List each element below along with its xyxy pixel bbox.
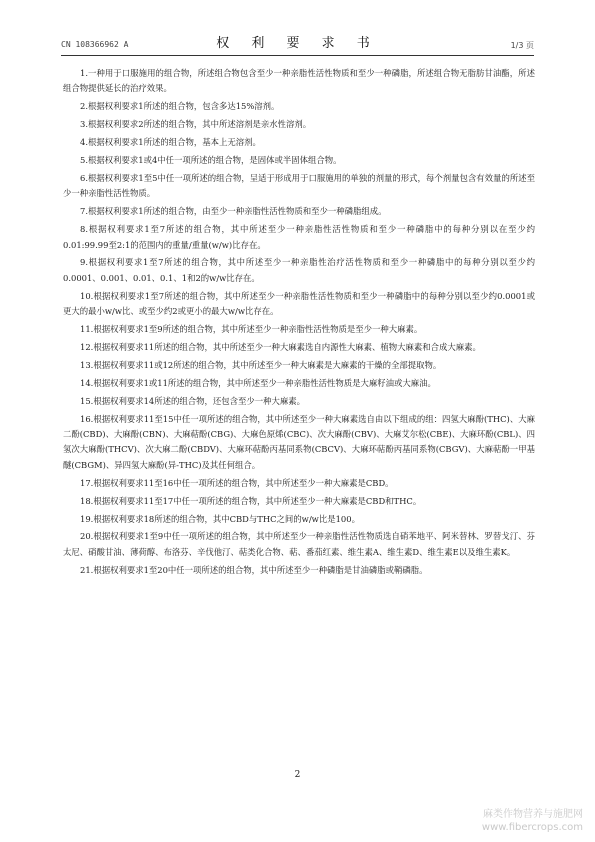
claim-18: 18.根据权利要求11至17中任一项所述的组合物，其中所述至少一种大麻素是CBD和THC。 [80,495,422,506]
claim-5: 5.根据权利要求1或4中任一项所述的组合物，是固体或半固体组合物。 [80,155,342,166]
claim-17: 17.根据权利要求11至16中任一项所述的组合物，其中所述至少一种大麻素是CBD。 [80,477,394,488]
page-header [61,30,534,56]
claim-2: 2.根据权利要求1所述的组合物，包含多达15%溶剂。 [80,101,280,112]
claim-7: 7.根据权利要求1所述的组合物，由至少一种亲脂性活性物质和至少一种磷脂组成。 [80,206,387,217]
claim-8: 8.根据权利要求1至7所述的组合物，其中所述至少一种亲脂性活性物质和至少一种磷脂中的每种分别以在至少约0.01:99.99至2:1的范围内的重量/重量(w/w)比存在。 [63,224,535,250]
claims-list [63,66,535,581]
claim-13: 13.根据权利要求11或12所述的组合物，其中所述至少一种大麻素是大麻素的干燥的全部提取物。 [80,359,442,370]
claim-11: 11.根据权利要求1至9所述的组合物，其中所述至少一种亲脂性活性物质是至少一种大麻素。 [80,324,423,335]
claim-3: 3.根据权利要求2所述的组合物，其中所述溶剂是亲水性溶剂。 [80,119,312,130]
claim-20: 20.根据权利要求1至9中任一项所述的组合物，其中所述至少一种亲脂性活性物质选自硝苯地平、阿米替林、罗替戈汀、芬太尼、硝酸甘油、薄荷醇、布洛芬、辛伐他汀、萜类化合物、萜、番茄红素、维生素A、维生素D、维生素E以及维生素K。 [63,531,535,557]
claim-19: 19.根据权利要求18所述的组合物，其中CBD与THC之间的w/w比是100。 [80,513,360,524]
claim-10: 10.根据权利要求1至7所述的组合物，其中所述至少一种亲脂性活性物质和至少一种磷脂中的每种分别以至少约0.0001或更大的最小w/w比、或至少约2或更小的最大w/w比存在。 [63,290,535,317]
claim-15: 15.根据权利要求14所述的组合物，还包含至少一种大麻素。 [80,395,305,406]
watermark [482,808,583,834]
claim-4: 4.根据权利要求1所述的组合物，基本上无溶剂。 [80,137,261,148]
claim-21: 21.根据权利要求1至20中任一项所述的组合物，其中所述至少一种磷脂是甘油磷脂或鞘磷脂。 [80,564,428,575]
page-info: 1/3 页 [510,41,534,50]
document-title: 权 利 要 求 书 [216,36,379,51]
claim-12: 12.根据权利要求11所述的组合物，其中所述至少一种大麻素选自内源性大麻素、植物大麻素和合成大麻素。 [80,342,481,352]
watermark-line2: www.fibercrops.com [481,822,583,833]
header-rule [61,55,534,56]
claim-9: 9.根据权利要求1至7所述的组合物，其中所述至少一种亲脂性治疗活性物质和至少一种磷脂中的每种分别以至少约0.0001、0.001、0.01、0.1、1和2的w/w比存在。 [63,257,535,283]
claim-16: 16.根据权利要求11至15中任一项所述的组合物，其中所述至少一种大麻素选自由以下组成的组：四氢大麻酚(THC)、大麻二酚(CBD)、大麻酚(CBN)、大麻萜酚(CBG)、大麻色原烯(CBC)、次大麻酚(CBV)、大麻艾尔松(CBE)、大麻环酚(CBL)、四氢次大麻酚(THCV)、次大麻二酚(CBDV)、大麻环萜酚丙基同系物(CBCV)、大麻环萜酚丙基同系物(CBGV)、大麻萜酚一甲基醚(CBGM)、异四氢大麻酚(异-THC)及其任何组合。 [63,413,535,470]
claim-1: 1.一种用于口服施用的组合物，所述组合物包含至少一种亲脂性活性物质和至少一种磷脂，所述组合物无脂肪甘油酯，所述组合物提供延长的治疗效果。 [63,68,535,94]
claim-6: 6.根据权利要求1至5中任一项所述的组合物，呈适于形成用于口服施用的单独的剂量的形式，每个剂量包含有效量的所述至少一种亲脂性活性物质。 [63,172,535,199]
page-number: 2 [294,770,301,780]
claim-14: 14.根据权利要求1或11所述的组合物，其中所述至少一种亲脂性活性物质是大麻籽油或大麻油。 [80,377,436,388]
watermark-line1: 麻类作物营养与施肥网 [483,809,583,820]
patent-number: CN 108366962 A [61,40,129,49]
